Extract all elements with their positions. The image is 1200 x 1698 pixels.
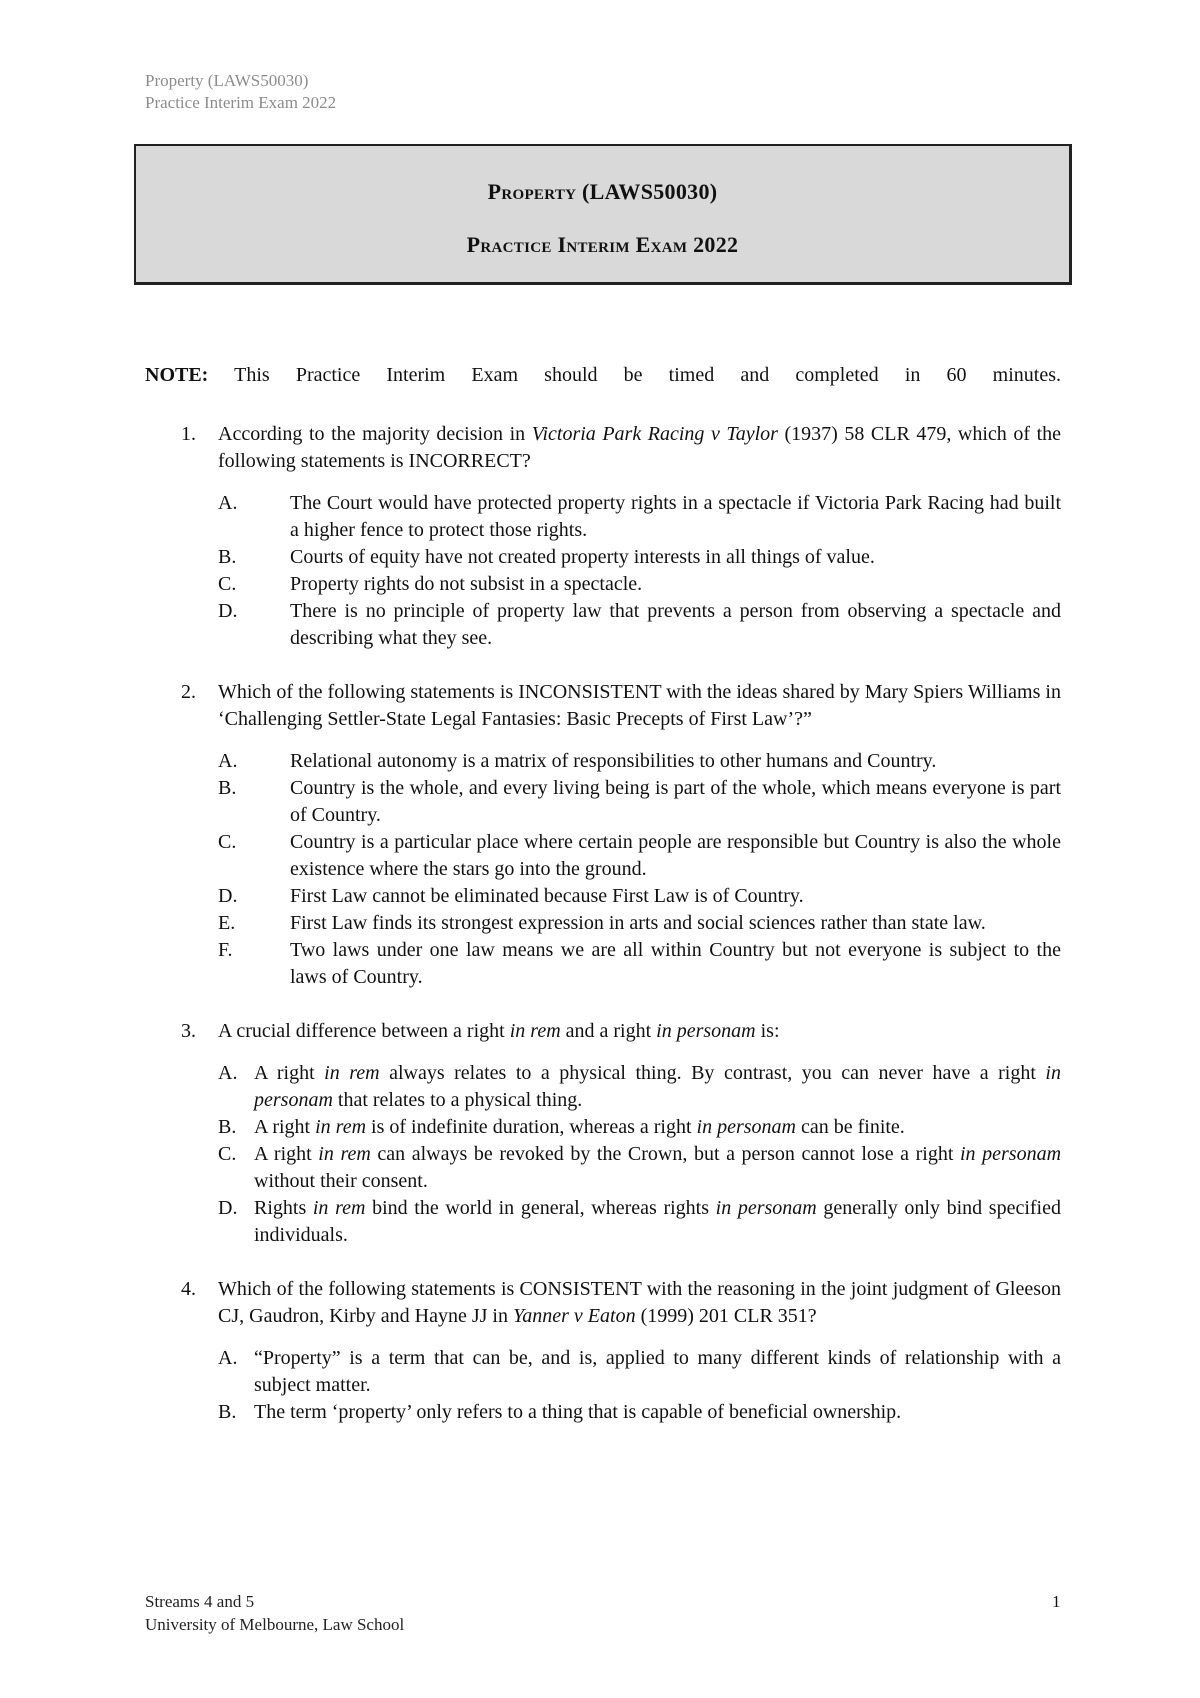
question-2 — [145, 679, 1061, 991]
footer-institution: University of Melbourne, Law School — [145, 1615, 405, 1634]
option-b — [218, 1114, 1061, 1141]
option-b — [218, 544, 1061, 571]
footer-streams: Streams 4 and 5 — [145, 1592, 255, 1611]
option-text: First Law finds its strongest expression in arts and social sciences rather than state law. — [290, 912, 986, 934]
option-letter: C. — [218, 1143, 237, 1165]
option-text: bind the world in general, whereas rights — [365, 1197, 716, 1219]
option-text: always relates to a physical thing. By contrast, you can never have a right — [379, 1062, 1046, 1084]
option-a — [218, 1345, 1061, 1399]
option-e — [218, 910, 1061, 937]
option-text: A right — [254, 1143, 319, 1165]
question-text-part: Which of the following statements is CONSISTENT with the reasoning in the joint judgment of Gleeson CJ, Gaudron, Kirby and Hayne JJ in — [218, 1278, 1061, 1327]
question-number: 3. — [181, 1020, 196, 1042]
option-f — [218, 937, 1061, 991]
case-name: Yanner v Eaton — [512, 1305, 636, 1327]
latin-term: in rem — [324, 1062, 380, 1084]
latin-term: in personam — [656, 1020, 756, 1042]
option-letter: E. — [218, 912, 236, 934]
option-d — [218, 883, 1061, 910]
case-name: Victoria Park Racing v Taylor — [531, 423, 778, 445]
question-number: 1. — [181, 423, 196, 445]
question-text-part: and a right — [560, 1020, 657, 1042]
option-b — [218, 775, 1061, 829]
note-text: This Practice Interim Exam should be timed and completed in 60 minutes. — [208, 364, 1061, 386]
option-d — [218, 1195, 1061, 1249]
running-header — [145, 70, 336, 114]
option-c — [218, 829, 1061, 883]
latin-term: in personam — [254, 1062, 1061, 1111]
option-text: without their consent. — [254, 1170, 428, 1192]
option-text: can always be revoked by the Crown, but a person cannot lose a right — [370, 1143, 960, 1165]
option-text: “Property” is a term that can be, and is, applied to many different kinds of relationship with a subject matter. — [254, 1347, 1061, 1396]
option-letter: B. — [218, 1401, 237, 1423]
option-text: Country is a particular place where certain people are responsible but Country is also the whole existence where the stars go into the ground. — [290, 831, 1061, 880]
option-text: generally only bind specified individuals. — [254, 1197, 1061, 1246]
title-exam: Practice Interim Exam 2022 — [466, 232, 739, 257]
option-letter: C. — [218, 831, 237, 853]
option-list — [218, 1060, 1061, 1249]
question-text-part: (1937) 58 CLR 479, which of the following statements is INCORRECT? — [218, 423, 1062, 472]
option-c — [218, 571, 1061, 598]
page-footer — [145, 1590, 404, 1636]
question-3 — [145, 1018, 1061, 1249]
option-text: Courts of equity have not created property interests in all things of value. — [290, 546, 875, 568]
option-list — [218, 748, 1061, 991]
option-text: Country is the whole, and every living being is part of the whole, which means everyone is part of Country. — [290, 777, 1061, 826]
option-letter: B. — [218, 777, 237, 799]
option-letter: A. — [218, 1062, 238, 1084]
option-letter: D. — [218, 1197, 238, 1219]
option-text: can be finite. — [795, 1116, 905, 1138]
option-c — [218, 1141, 1061, 1195]
option-text: A right — [254, 1062, 325, 1084]
option-text: Two laws under one law means we are all within Country but not everyone is subject to the laws of Country. — [290, 939, 1061, 988]
option-list — [218, 490, 1061, 652]
question-text-part: is: — [755, 1020, 780, 1042]
latin-term: in rem — [315, 1116, 367, 1138]
question-text: Which of the following statements is INCONSISTENT with the ideas shared by Mary Spiers Williams in ‘Challenging Settler-State Legal Fantasies: Basic Precepts of First Law’?” — [218, 681, 1061, 730]
title-box — [134, 144, 1072, 285]
latin-term: in rem — [318, 1143, 371, 1165]
question-number: 2. — [181, 681, 196, 703]
latin-term: in personam — [715, 1197, 817, 1219]
option-letter: D. — [218, 885, 238, 907]
question-text-part: (1999) 201 CLR 351? — [635, 1305, 817, 1327]
latin-term: in personam — [696, 1116, 796, 1138]
option-letter: D. — [218, 600, 238, 622]
header-exam: Practice Interim Exam 2022 — [145, 93, 337, 112]
question-text — [218, 1018, 1061, 1045]
option-a — [218, 1060, 1061, 1114]
option-letter: A. — [218, 492, 238, 514]
question-4 — [145, 1276, 1061, 1426]
option-a — [218, 748, 1061, 775]
option-text: A right — [254, 1116, 316, 1138]
option-text: Property rights do not subsist in a spectacle. — [290, 573, 643, 595]
question-text — [218, 421, 1061, 475]
page-number: 1 — [1052, 1592, 1061, 1611]
option-letter: A. — [218, 1347, 238, 1369]
note-label: NOTE: — [145, 364, 209, 386]
latin-term: in rem — [312, 1197, 366, 1219]
question-1 — [145, 421, 1061, 652]
option-a — [218, 490, 1061, 544]
option-list — [218, 1345, 1061, 1426]
note-paragraph — [145, 362, 1061, 389]
option-text: The Court would have protected property rights in a spectacle if Victoria Park Racing had built a higher fence to protect those rights. — [290, 492, 1061, 541]
header-course: Property (LAWS50030) — [145, 71, 309, 90]
question-text — [218, 1276, 1061, 1330]
title-course: Property (LAWS50030) — [487, 179, 718, 204]
option-text: First Law cannot be eliminated because First Law is of Country. — [290, 885, 804, 907]
option-text: Relational autonomy is a matrix of responsibilities to other humans and Country. — [290, 750, 937, 772]
option-letter: B. — [218, 1116, 237, 1138]
exam-body — [145, 362, 1061, 1453]
option-d — [218, 598, 1061, 652]
option-text: is of indefinite duration, whereas a right — [366, 1116, 697, 1138]
option-text: that relates to a physical thing. — [332, 1089, 583, 1111]
option-text: Rights — [254, 1197, 313, 1219]
option-text: The term ‘property’ only refers to a thing that is capable of beneficial ownership. — [254, 1401, 902, 1423]
latin-term: in rem — [509, 1020, 561, 1042]
option-b — [218, 1399, 1061, 1426]
option-letter: F. — [218, 939, 233, 961]
option-letter: B. — [218, 546, 237, 568]
option-letter: A. — [218, 750, 238, 772]
latin-term: in personam — [959, 1143, 1062, 1165]
option-letter: C. — [218, 573, 237, 595]
question-number: 4. — [181, 1278, 196, 1300]
question-text-part: According to the majority decision in — [218, 423, 532, 445]
question-text-part: A crucial difference between a right — [218, 1020, 510, 1042]
option-text: There is no principle of property law that prevents a person from observing a spectacle and describing what they see. — [290, 600, 1061, 649]
